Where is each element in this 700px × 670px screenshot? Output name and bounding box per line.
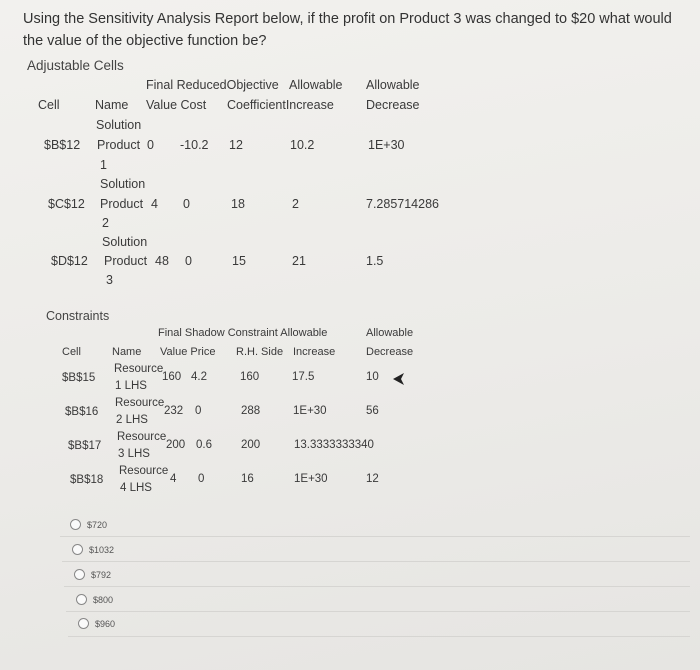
radio-button[interactable] — [76, 594, 87, 605]
con-row4-rhs: 16 — [241, 473, 254, 485]
adj-row1-name: Product — [97, 138, 141, 152]
con-row3-increase: 13.3333333340 — [294, 439, 374, 451]
radio-button[interactable] — [74, 569, 85, 580]
con-row3-shadow: 0.6 — [196, 439, 212, 451]
adjustable-cells-title: Adjustable Cells — [27, 58, 124, 73]
option-divider — [66, 611, 690, 612]
adj-row1-increase: 10.2 — [290, 138, 315, 152]
con-row1-increase: 17.5 — [292, 371, 315, 383]
adj-row2-name-top: Solution — [100, 177, 146, 191]
adj-row1-objective: 12 — [229, 138, 243, 152]
con-row1-final: 160 — [162, 371, 182, 383]
con-header-allowable: Allowable — [366, 327, 414, 339]
option-divider — [68, 636, 690, 637]
con-header-name: Name — [112, 346, 142, 358]
option-divider — [64, 586, 690, 587]
answer-option-label: $792 — [91, 569, 112, 580]
adj-row2-name: Product — [100, 197, 144, 211]
adj-row2-increase: 2 — [292, 197, 299, 211]
con-row4-final: 4 — [170, 473, 177, 485]
adj-row1-decrease: 1E+30 — [368, 138, 405, 152]
con-header-decrease: Decrease — [366, 346, 414, 358]
header-final-reduced-objective: Final ReducedObjective — [146, 78, 279, 92]
adj-row3-cell: $D$12 — [51, 254, 88, 268]
con-row2-name-bot: 2 LHS — [116, 414, 148, 426]
adj-row3-name-bot: 3 — [106, 273, 113, 287]
con-row2-cell: $B$16 — [65, 406, 99, 418]
header-value-cost: Value Cost — [146, 98, 207, 112]
answer-option-label: $960 — [95, 618, 116, 629]
con-row3-name-top: Resource — [117, 431, 167, 443]
answer-option-label: $1032 — [89, 544, 115, 555]
adj-row3-reduced: 0 — [185, 254, 192, 268]
con-row3-rhs: 200 — [241, 439, 261, 451]
con-row2-name-top: Resource — [115, 397, 165, 409]
adj-row3-increase: 21 — [292, 254, 306, 268]
adj-row2-objective: 18 — [231, 197, 245, 211]
header-name: Name — [95, 98, 129, 112]
con-row3-final: 200 — [166, 439, 186, 451]
radio-button[interactable] — [78, 618, 89, 629]
adj-row2-decrease: 7.285714286 — [366, 197, 439, 211]
header-cell: Cell — [38, 98, 60, 112]
con-row1-name-bot: 1 LHS — [115, 380, 147, 392]
header-decrease: Decrease — [366, 98, 420, 112]
adj-row1-name-bot: 1 — [100, 158, 107, 172]
answer-option-label: $720 — [87, 519, 108, 530]
constraints-title: Constraints — [46, 309, 110, 323]
con-row4-name-bot: 4 LHS — [120, 482, 152, 494]
adj-row2-name-bot: 2 — [102, 216, 109, 230]
header-allowable-increase: Allowable — [289, 78, 343, 92]
adj-row3-final: 48 — [155, 254, 169, 268]
con-header-rhs: R.H. Side — [236, 346, 284, 358]
con-row1-cell: $B$15 — [62, 372, 96, 384]
adj-row3-objective: 15 — [232, 254, 246, 268]
mouse-cursor-icon — [392, 372, 406, 386]
con-row4-increase: 1E+30 — [294, 473, 328, 485]
con-row2-final: 232 — [164, 405, 184, 417]
con-header-value-price: Value Price — [160, 346, 216, 358]
option-divider — [62, 561, 690, 562]
header-coefficient-increase: CoefficientIncrease — [227, 98, 334, 112]
answer-option-1[interactable] — [70, 519, 107, 530]
option-divider — [60, 536, 690, 537]
adj-row2-final: 4 — [151, 197, 158, 211]
con-row1-shadow: 4.2 — [191, 371, 207, 383]
con-header-top: Final Shadow Constraint Allowable — [158, 327, 328, 339]
con-row1-decrease: 10 — [366, 371, 379, 383]
con-row2-shadow: 0 — [195, 405, 202, 417]
con-row4-shadow: 0 — [198, 473, 205, 485]
adj-row2-cell: $C$12 — [48, 197, 85, 211]
adj-row1-reduced: -10.2 — [180, 138, 209, 152]
adj-row1-cell: $B$12 — [44, 138, 81, 152]
radio-button[interactable] — [72, 544, 83, 555]
con-row1-name-top: Resource — [114, 363, 164, 375]
adj-row3-name: Product — [104, 254, 148, 268]
con-row3-cell: $B$17 — [68, 440, 102, 452]
answer-option-4[interactable] — [76, 594, 113, 605]
adj-row3-decrease: 1.5 — [366, 254, 384, 268]
header-allowable-decrease: Allowable — [366, 78, 420, 92]
adj-row1-name-top: Solution — [96, 118, 142, 132]
con-row2-decrease: 56 — [366, 405, 379, 417]
radio-button[interactable] — [70, 519, 81, 530]
answer-option-5[interactable] — [78, 618, 115, 629]
con-row2-rhs: 288 — [241, 405, 261, 417]
con-row3-name-bot: 3 LHS — [118, 448, 150, 460]
answer-option-2[interactable] — [72, 544, 114, 555]
con-row4-cell: $B$18 — [70, 474, 104, 486]
con-row2-increase: 1E+30 — [293, 405, 327, 417]
con-row4-decrease: 12 — [366, 473, 379, 485]
adj-row1-final: 0 — [147, 138, 154, 152]
con-row4-name-top: Resource — [119, 465, 169, 477]
adj-row3-name-top: Solution — [102, 235, 148, 249]
con-row1-rhs: 160 — [240, 371, 260, 383]
adj-row2-reduced: 0 — [183, 197, 190, 211]
con-header-cell: Cell — [62, 346, 81, 358]
answer-option-label: $800 — [93, 594, 114, 605]
answer-option-3[interactable] — [74, 569, 111, 580]
question-text: Using the Sensitivity Analysis Report below, if the profit on Product 3 was changed to $20 what would the value of the objective function be? — [23, 11, 672, 49]
con-header-increase: Increase — [293, 346, 336, 358]
